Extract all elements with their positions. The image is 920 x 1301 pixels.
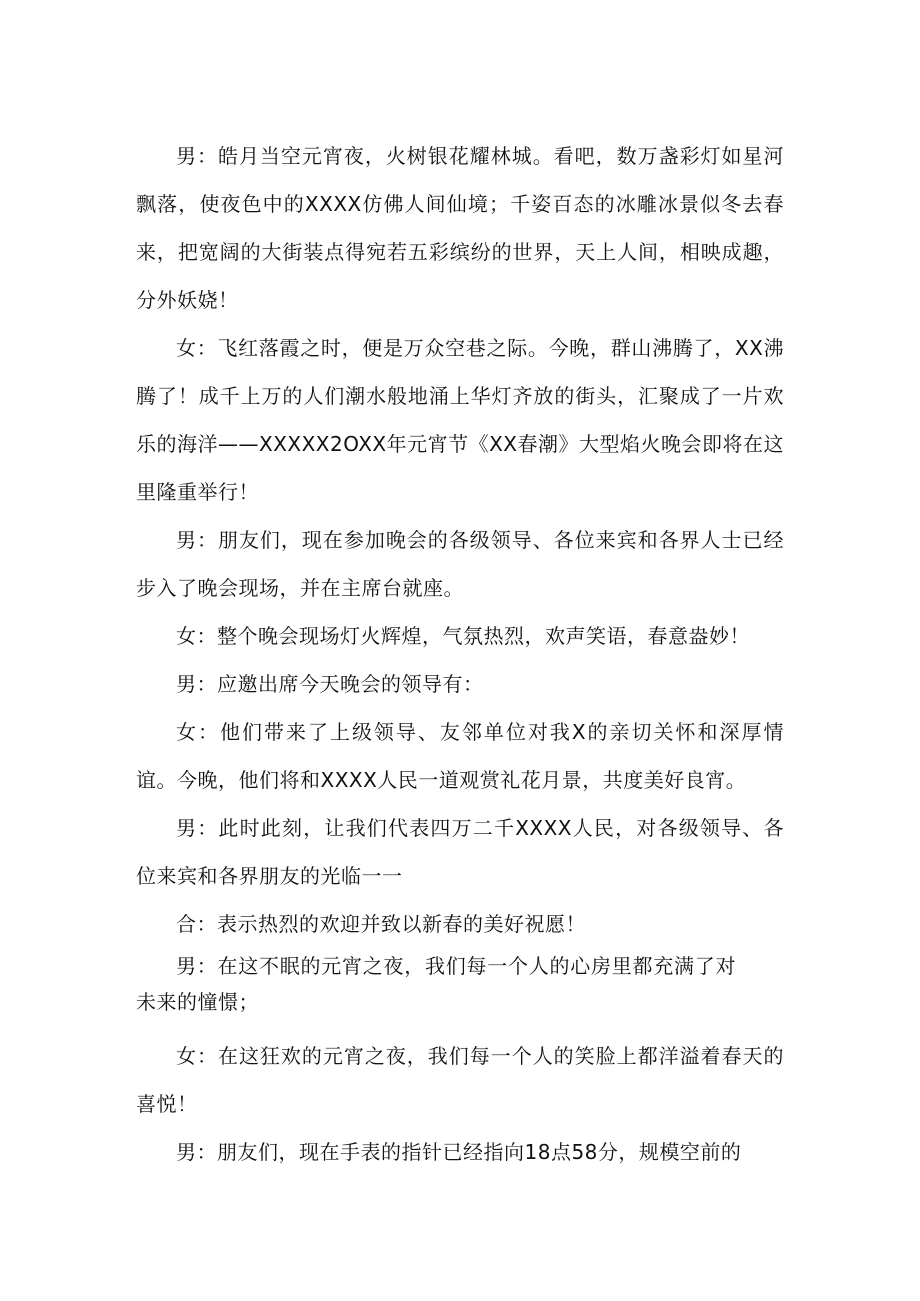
paragraph-1: 男：皓月当空元宵夜，火树银花耀林城。看吧，数万盏彩灯如星河飘落，使夜色中的XXXX仿佛人间仙境；千姿百态的冰雕冰景似冬去春来，把宽阔的大街装点得宛若五彩缤纷的世界，天上人间，相映成趣，分外妖娆！ (136, 144, 784, 312)
paragraph-7: 男：此时此刻，让我们代表四万二千XXXX人民，对各级领导、各位来宾和各界朋友的光临一一 (136, 816, 784, 888)
paragraph-2: 女：飞红落霞之时，便是万众空巷之际。今晚，群山沸腾了，XX沸腾了！成千上万的人们潮水般地涌上华灯齐放的街头，汇聚成了一片欢乐的海洋——XXXXX2OXX年元宵节《XX春潮》大型焰火晚会即将在这里隆重举行！ (136, 336, 784, 504)
paragraph-10: 女：在这狂欢的元宵之夜，我们每一个人的笑脸上都洋溢着春天的喜悦！ (136, 1044, 784, 1116)
paragraph-9: 男：在这不眠的元宵之夜，我们每一个人的心房里都充满了对未来的憧憬； (136, 954, 736, 1014)
document-body (136, 132, 784, 1176)
paragraph-11: 男：朋友们，现在手表的指针已经指向18点58分，规模空前的 (176, 1140, 742, 1164)
paragraph-3: 男：朋友们，现在参加晚会的各级领导、各位来宾和各界人士已经步入了晚会现场，并在主席台就座。 (136, 528, 784, 600)
paragraph-6: 女：他们带来了上级领导、友邻单位对我X的亲切关怀和深厚情谊。今晚，他们将和XXXX人民一道观赏礼花月景，共度美好良宵。 (136, 720, 784, 792)
paragraph-5: 男：应邀出席今天晚会的领导有： (176, 672, 484, 696)
paragraph-4: 女：整个晚会现场灯火辉煌，气氛热烈，欢声笑语，春意盎妙！ (176, 624, 750, 648)
paragraph-8: 合：表示热烈的欢迎并致以新春的美好祝愿！ (176, 912, 586, 936)
